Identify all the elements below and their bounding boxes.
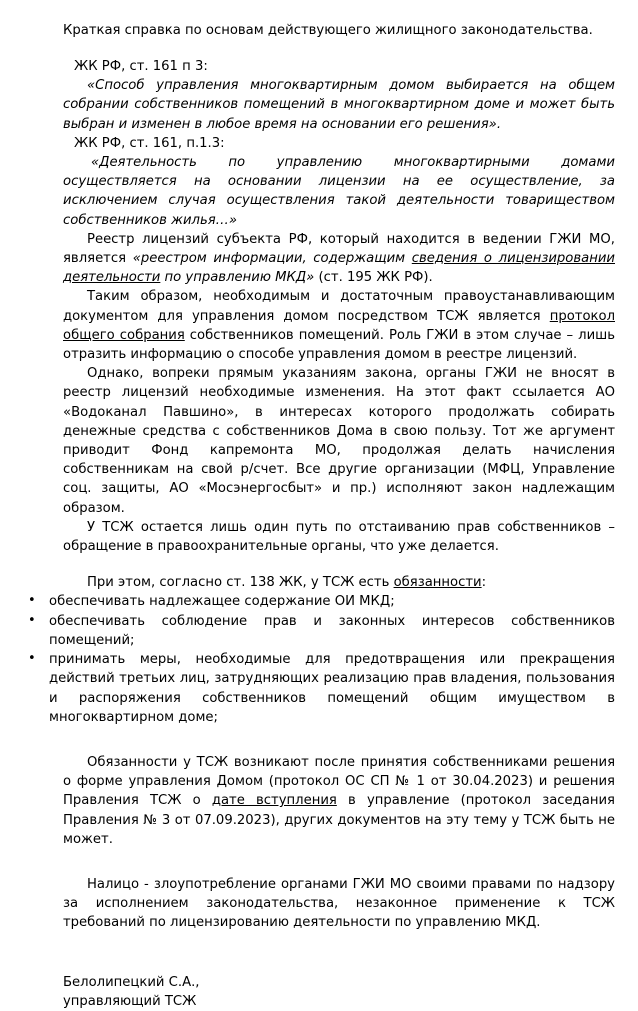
duties-intro-underlined: обязанности bbox=[393, 575, 482, 591]
citation-label-1: ЖК РФ, ст. 161 п 3: bbox=[74, 59, 208, 74]
spacer-before-obligations bbox=[63, 727, 615, 753]
paragraph-registry bbox=[63, 230, 615, 288]
quote-text-2 bbox=[63, 153, 615, 230]
conclusion-part-2: собственников помещений. Роль ГЖИ в этом случае – лишь отразить информацию о способе управления домом в реестре лицензий. bbox=[63, 327, 615, 363]
duties-intro-part-1: При этом, согласно ст. 138 ЖК, у ТСЖ есть bbox=[87, 575, 394, 591]
paragraph-single-path: У ТСЖ остается лишь один путь по отстаиванию прав собственников – обращение в правоохранительные органы, что уже делается. bbox=[63, 519, 615, 555]
registry-part-2: (ст. 195 ЖК РФ). bbox=[314, 270, 433, 286]
obligations-part-2: в управление (протокол заседания Правления № 3 от 07.09.2023), других документов на эту тему у ТСЖ быть не может. bbox=[63, 793, 615, 847]
conclusion-underlined: протокол общего собрания bbox=[63, 308, 615, 343]
list-item bbox=[0, 592, 615, 611]
obligations-underlined: дате вступления bbox=[211, 793, 337, 809]
spacer-before-abuse bbox=[63, 849, 615, 875]
signature-role: управляющий ТСЖ bbox=[63, 993, 197, 1009]
duty-text: принимать меры, необходимые для предотвращения или прекращения действий третьих лиц, затрудняющих реализацию прав владения, пользования и распоряжения собственников помещений общим имуществом в многоквартирном доме; bbox=[49, 652, 615, 725]
registry-part-1: Реестр лицензий субъекта РФ, который находится в ведении ГЖИ МО, является bbox=[63, 231, 615, 267]
page-title: Краткая справка по основам действующего жилищного законодательства. bbox=[63, 23, 593, 38]
duties-intro-part-2: : bbox=[481, 575, 487, 591]
quote-text-2-inner: «Деятельность по управлению многоквартирными домами осуществляется на основании лицензии на ее осуществление, за исключением случая осуществления такой деятельности товариществом собственников жилья…» bbox=[63, 155, 615, 228]
paragraph-however: Однако, вопреки прямым указаниям закона, органы ГЖИ не вносят в реестр лицензий необходимые изменения. На этот факт ссылается АО «Водоканал Павшино», в интересах которого продолжать собирать денежные средства с собственников Дома в свою пользу. Тот же аргумент приводит Фонд капремонта МО, продолжая делать начисления собственникам на свой р/счет. Все другие организации (МФЦ, Управление соц. защиты, АО «Мосэнергосбыт» и пр.) исполняют закон надлежащим образом. bbox=[63, 366, 615, 516]
duty-text: обеспечивать надлежащее содержание ОИ МКД; bbox=[49, 594, 395, 610]
list-item bbox=[0, 650, 615, 727]
paragraph-conclusion bbox=[63, 287, 615, 364]
spacer-before-duties bbox=[63, 556, 615, 573]
registry-italic-underlined: сведения о лицензировании деятельности bbox=[63, 251, 615, 286]
registry-italic-2: по управлению МКД» bbox=[160, 270, 315, 286]
duties-list bbox=[49, 592, 615, 726]
signature-name: Белолипецкий С.А., bbox=[63, 974, 200, 990]
registry-italic-1: «реестром информации, содержащим bbox=[132, 251, 412, 267]
conclusion-part-1: Таким образом, необходимым и достаточным правоустанавливающим документом для управления домом посредством ТСЖ является bbox=[63, 289, 615, 324]
paragraph-abuse: Налицо - злоупотребление органами ГЖИ МО своими правами по надзору за исполнением законодательства, незаконное применение к ТСЖ требований по лицензированию деятельности по управлению МКД. bbox=[63, 876, 615, 931]
spacer-before-signature bbox=[63, 933, 615, 973]
paragraph-duties-intro bbox=[63, 573, 615, 592]
list-item bbox=[0, 612, 615, 650]
duty-text: обеспечивать соблюдение прав и законных интересов собственников помещений; bbox=[49, 613, 615, 648]
citation-label-2: ЖК РФ, ст. 161, п.1.3: bbox=[74, 135, 225, 151]
paragraph-obligations bbox=[63, 753, 615, 849]
obligations-part-1: Обязанности у ТСЖ возникают после принятия собственниками решения о форме управления Домом (протокол ОС СП № 1 от 30.04.2023) и решения Правления ТСЖ о bbox=[63, 754, 615, 809]
quote-text-1: «Способ управления многоквартирным домом выбирается на общем собрании собственников помещений в многоквартирном доме и может быть выбран и изменен в любое время на основании его решения». bbox=[63, 78, 615, 132]
